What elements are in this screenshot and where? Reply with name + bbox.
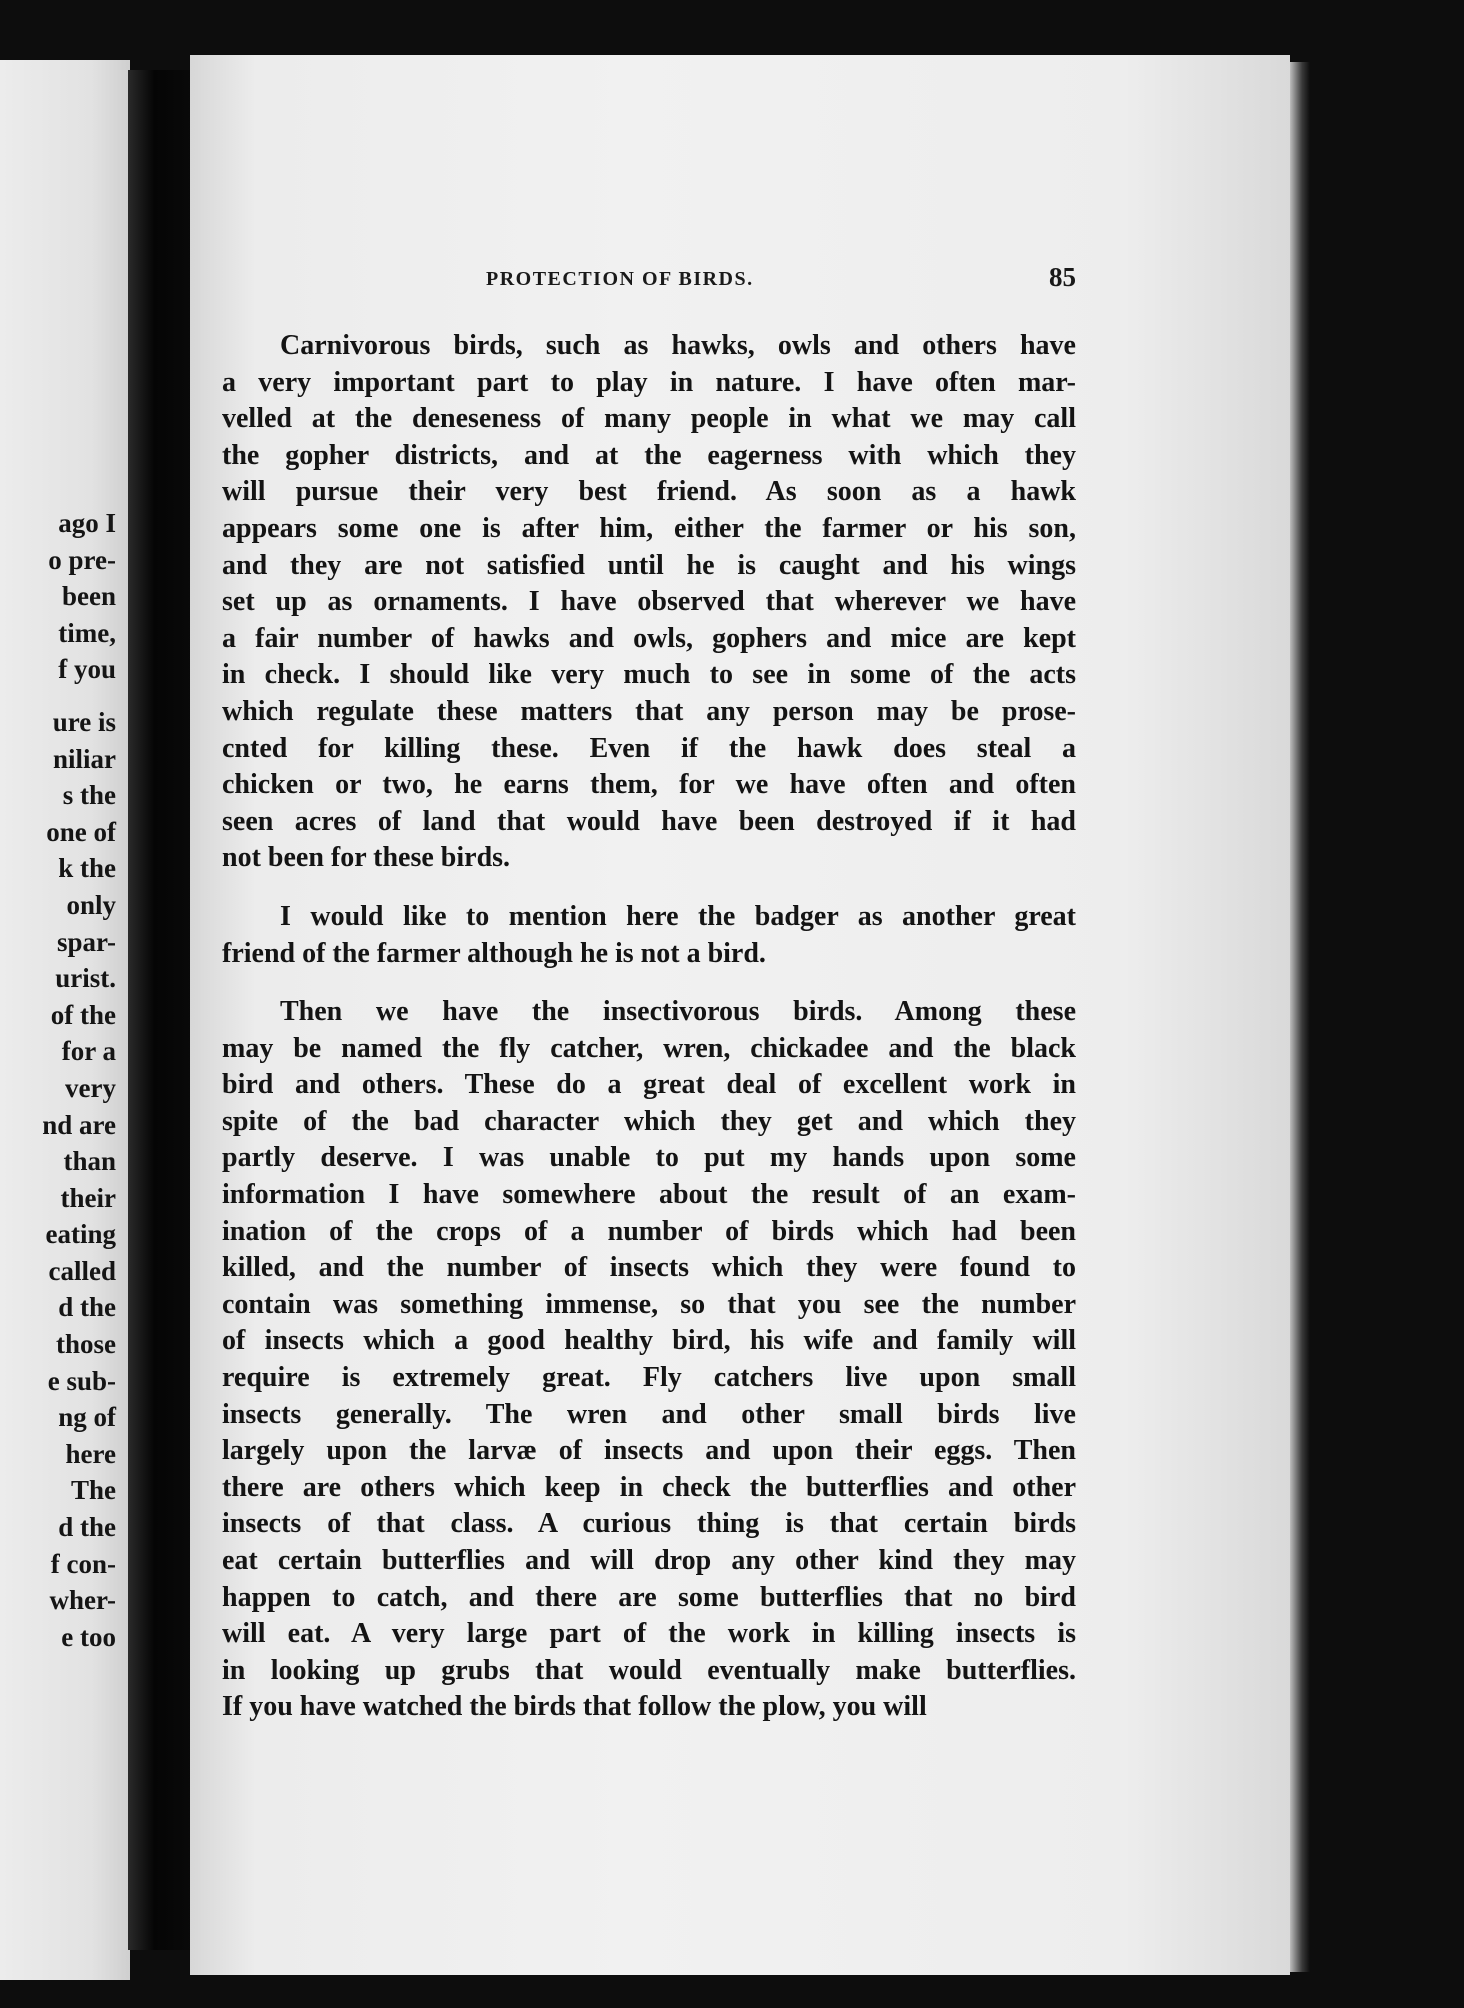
left-page-line: spar-	[57, 926, 116, 957]
left-page-line: s the	[62, 780, 116, 811]
left-page-line: f con-	[50, 1548, 116, 1579]
text-line: ination of the crops of a number of birds which had been	[222, 1215, 1076, 1247]
text-line: partly deserve. I was unable to put my hands upon some	[222, 1142, 1076, 1174]
left-page-line: ure is	[52, 706, 116, 737]
text-line: I would like to mention here the badger as another great	[280, 900, 1076, 932]
left-page-line: one of	[46, 816, 116, 847]
text-line: a very important part to play in nature. I have often mar-	[222, 366, 1076, 398]
left-page-line: k the	[58, 853, 116, 884]
text-line: largely upon the larvæ of insects and upon their eggs. Then	[222, 1435, 1076, 1467]
text-line: information I have somewhere about the result of an exam-	[222, 1179, 1076, 1211]
text-line: insects generally. The wren and other small birds live	[222, 1398, 1076, 1430]
left-page-line: niliar	[52, 743, 116, 774]
left-page-line: d the	[58, 1512, 116, 1543]
text-line: there are others which keep in check the butterflies and other	[222, 1471, 1076, 1503]
left-page-line: ng of	[58, 1402, 116, 1433]
text-line: friend of the farmer although he is not a bird.	[222, 937, 766, 969]
text-line: will eat. A very large part of the work in killing insects is	[222, 1618, 1076, 1650]
text-line: cnted for killing these. Even if the hawk does steal a	[222, 732, 1076, 764]
text-line: not been for these birds.	[222, 842, 511, 874]
left-page-line: their	[60, 1182, 116, 1213]
text-line: eat certain butterflies and will drop any other kind they may	[222, 1545, 1076, 1576]
left-page-line: nd are	[42, 1109, 116, 1140]
left-page-line: been	[62, 581, 116, 612]
text-line: bird and others. These do a great deal of excellent work in	[222, 1069, 1076, 1101]
left-page-line: urist.	[55, 963, 116, 994]
left-page-line: those	[56, 1329, 116, 1360]
text-line: will pursue their very best friend. As soon as a hawk	[222, 476, 1076, 508]
paragraph	[222, 994, 1076, 1726]
text-line: in check. I should like very much to see in some of the acts	[222, 659, 1076, 691]
text-line: Carnivorous birds, such as hawks, owls and others have	[280, 330, 1076, 361]
text-line: require is extremely great. Fly catchers live upon small	[222, 1362, 1076, 1394]
text-line: a fair number of hawks and owls, gophers and mice are kept	[222, 622, 1076, 654]
left-page	[0, 60, 130, 1980]
text-line: contain was something immense, so that you see the number	[222, 1288, 1076, 1320]
left-page-line: f you	[58, 654, 116, 685]
left-page-line: very	[65, 1072, 116, 1103]
left-page-line: than	[63, 1146, 116, 1177]
text-line: If you have watched the birds that follow the plow, you will	[222, 1691, 927, 1723]
left-page-line: wher-	[49, 1585, 116, 1616]
text-line: spite of the bad character which they get and which they	[222, 1105, 1076, 1137]
text-line: velled at the deneseness of many people in what we may call	[222, 403, 1076, 435]
text-line: set up as ornaments. I have observed that wherever we have	[222, 586, 1076, 618]
paragraph	[222, 899, 1076, 972]
text-line: the gopher districts, and at the eagerness with which they	[222, 439, 1076, 471]
running-head: PROTECTION OF BIRDS.	[486, 268, 754, 290]
text-line: in looking up grubs that would eventually make butterflies.	[222, 1654, 1076, 1686]
text-line: seen acres of land that would have been destroyed if it had	[222, 805, 1076, 837]
left-page-line: eating	[45, 1219, 116, 1250]
text-line: which regulate these matters that any person may be prose-	[222, 695, 1076, 727]
body-text	[222, 328, 1076, 1748]
left-page-line: e sub-	[47, 1365, 116, 1396]
text-line: happen to catch, and there are some butterflies that no bird	[222, 1581, 1076, 1613]
left-page-line: called	[48, 1255, 116, 1286]
page-header	[486, 262, 1076, 292]
text-line: Then we have the insectivorous birds. Among these	[280, 996, 1076, 1028]
paragraph	[222, 328, 1076, 877]
left-page-line: time,	[58, 617, 116, 648]
left-page-line: for a	[61, 1036, 116, 1067]
left-page-text	[42, 505, 116, 1655]
left-page-line: only	[66, 889, 116, 920]
left-page-line: here	[65, 1438, 116, 1469]
text-line: killed, and the number of insects which they were found to	[222, 1252, 1076, 1284]
text-line: appears some one is after him, either the farmer or his son,	[222, 512, 1076, 544]
left-page-line: e too	[61, 1621, 116, 1652]
book-spine	[128, 70, 194, 1950]
left-page-line: o pre-	[48, 544, 116, 575]
text-line: may be named the fly catcher, wren, chickadee and the black	[222, 1032, 1076, 1064]
left-page-line: ago I	[58, 508, 116, 538]
page-edge	[1290, 62, 1310, 1972]
left-page-line: of the	[50, 999, 116, 1030]
text-line: chicken or two, he earns them, for we have often and often	[222, 769, 1076, 801]
text-line: insects of that class. A curious thing is that certain birds	[222, 1508, 1076, 1540]
text-line: of insects which a good healthy bird, his wife and family will	[222, 1325, 1076, 1357]
page-number: 85	[1049, 262, 1076, 292]
text-line: and they are not satisfied until he is caught and his wings	[222, 549, 1076, 581]
left-page-line: d the	[58, 1292, 116, 1323]
left-page-line: The	[70, 1475, 116, 1506]
